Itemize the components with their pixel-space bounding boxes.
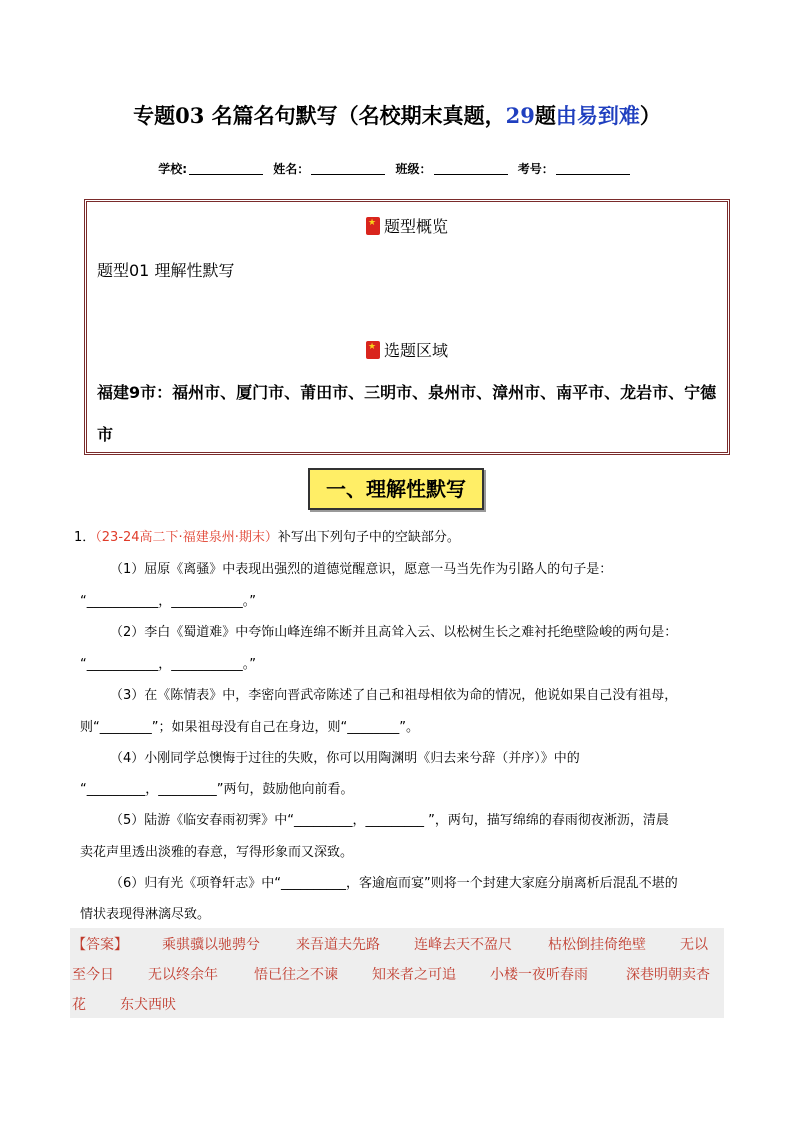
class-field[interactable] <box>434 174 508 175</box>
school-field[interactable] <box>189 174 263 175</box>
question-number: 1． <box>74 530 96 545</box>
question-intro <box>74 526 460 545</box>
question-line: （3）在《陈情表》中，李密向晋武帝陈述了自己和祖母相依为命的情况，他说如果自己没有祖母， <box>110 688 678 703</box>
answer-item: 枯松倒挂倚绝壁 <box>548 937 646 953</box>
question-line: （6）归有光《项脊轩志》中“__________，客逾庖而宴”则将一个封建大家庭分崩离析后混乱不堪的 <box>110 876 678 891</box>
question-line: （4）小刚同学总懊悔于过往的失败，你可以用陶渊明《归去来兮辞（并序）》中的 <box>110 751 580 766</box>
region-heading-text: 选题区域 <box>383 341 448 360</box>
question-line: （2）李白《蜀道难》中夸饰山峰连绵不断并且高耸入云、以松树生长之难衬托绝壁险峻的两句是： <box>110 625 678 640</box>
title-close: ） <box>639 103 661 128</box>
answer-item: 连峰去天不盈尺 <box>414 937 512 953</box>
title-main: 专题03 名篇名句默写（名校期末真题， <box>133 103 506 128</box>
book-icon <box>366 217 380 235</box>
answer-item: 无以 <box>680 937 708 953</box>
question-prompt: 补写出下列句子中的空缺部分。 <box>277 530 460 545</box>
class-label: 班级： <box>395 162 432 176</box>
question-line: “_________，_________”两句，鼓励他向前看。 <box>80 782 354 797</box>
question-source: （23-24高二下·福建泉州·期末） <box>95 530 278 545</box>
overview-heading <box>87 214 727 237</box>
region-heading <box>87 338 727 361</box>
page-title <box>0 100 794 130</box>
answer-item: 小楼一夜听春雨 <box>490 967 588 983</box>
answer-item: 东犬西吠 <box>120 997 176 1013</box>
question-line: （1）屈原《离骚》中表现出强烈的道德觉醒意识，愿意一马当先作为引路人的句子是： <box>110 562 613 577</box>
student-info-row <box>0 160 794 177</box>
answer-item: 至今日 <box>72 967 114 983</box>
answer-item: 深巷明朝卖杏 <box>626 967 710 983</box>
exam-number-field[interactable] <box>556 174 630 175</box>
answer-block <box>70 928 724 1018</box>
region-text: 福建9市：福州市、厦门市、莆田市、三明市、泉州市、漳州市、南平市、龙岩市、宁德市 <box>97 383 717 444</box>
name-field[interactable] <box>311 174 385 175</box>
question-line: （5）陆游《临安春雨初霁》中“_________，_________ ”，两句，描写绵绵的春雨彻夜淅沥，清晨 <box>110 813 669 828</box>
exam-number-label: 考号： <box>517 162 554 176</box>
answer-item: 无以终余年 <box>148 967 218 983</box>
question-line: 情状表现得淋漓尽致。 <box>80 907 211 922</box>
answer-item: 乘骐骥以驰骋兮 <box>162 937 260 953</box>
answer-label: 【答案】 <box>72 937 128 953</box>
overview-heading-text: 题型概览 <box>383 217 448 236</box>
book-icon <box>366 341 380 359</box>
question-line: 卖花声里透出淡雅的春意，写得形象而又深致。 <box>80 845 354 860</box>
question-line: 则“________”；如果祖母没有自己在身边，则“________”。 <box>80 720 419 735</box>
overview-box <box>84 199 730 455</box>
title-count: 29 <box>505 103 535 128</box>
name-label: 姓名： <box>273 162 310 176</box>
title-mid: 题 <box>534 103 556 128</box>
school-label: 学校: <box>158 162 188 176</box>
answer-item: 知来者之可追 <box>372 967 456 983</box>
title-difficulty: 由易到难 <box>555 103 640 128</box>
question-type-item: 题型01 理解性默写 <box>97 261 235 280</box>
section-title: 一、理解性默写 <box>308 468 484 510</box>
question-line: “___________，___________。” <box>80 657 256 672</box>
answer-item: 来吾道夫先路 <box>296 937 380 953</box>
answer-item: 花 <box>72 997 86 1013</box>
answer-item: 悟已往之不谏 <box>254 967 338 983</box>
question-line: “___________，___________。” <box>80 594 256 609</box>
